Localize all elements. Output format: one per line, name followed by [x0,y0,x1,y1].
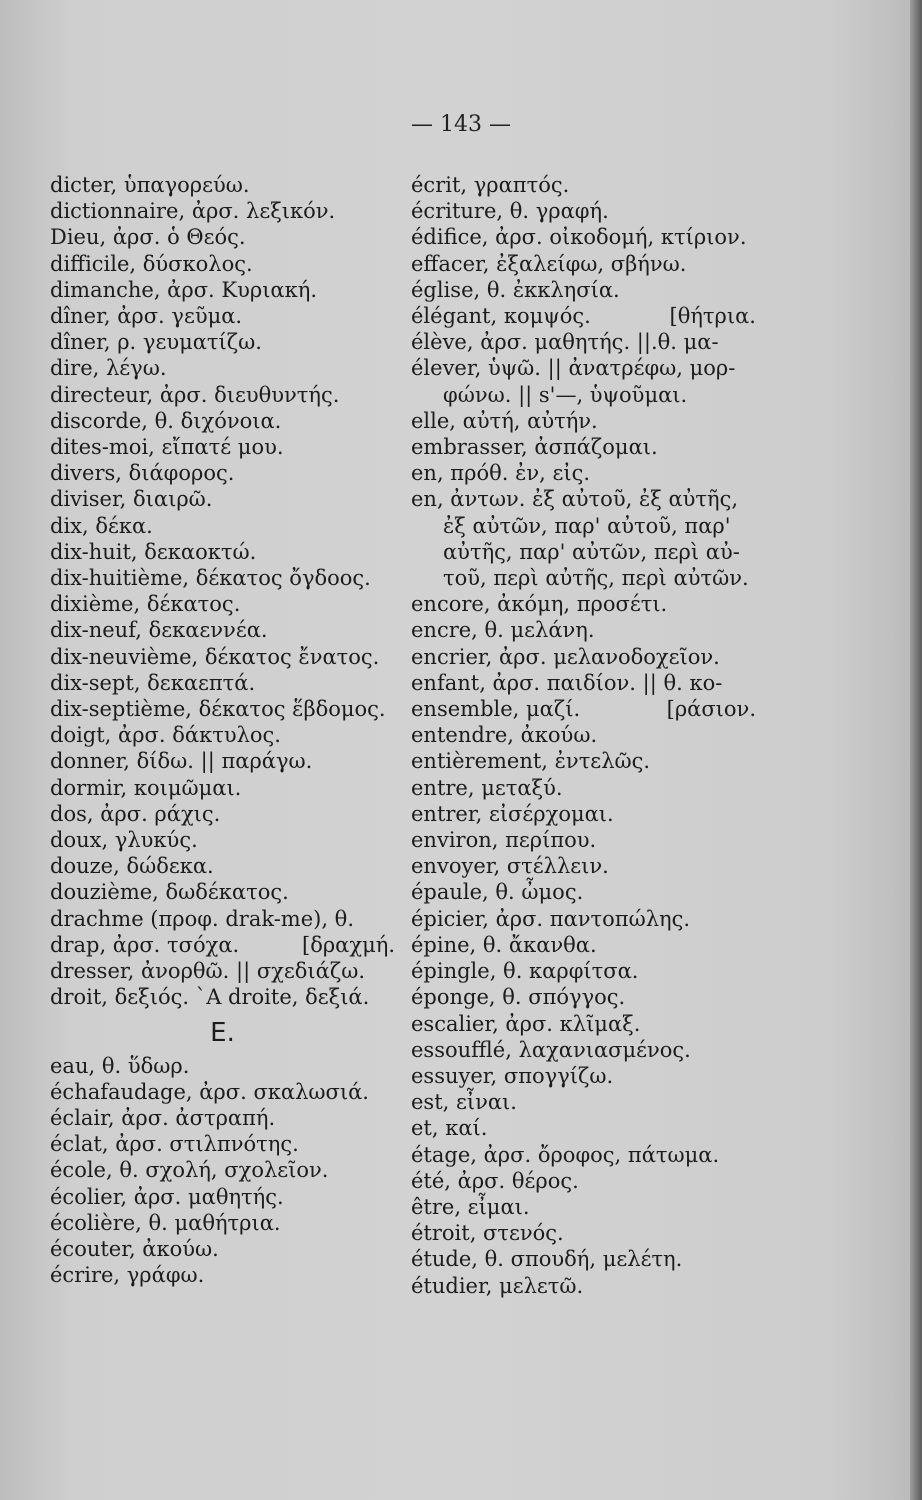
dictionary-entry: dresser, ἀνορθῶ. || σχεδιάζω. [50,959,366,984]
dictionary-entry: écouter, ἀκούω. [50,1236,219,1261]
dictionary-entry: étage, ἀρσ. ὄροφος, πάτωμα. [411,1142,720,1167]
dictionary-entry: écolier, ἀρσ. μαθητής. [50,1184,284,1209]
section-letter-e: E. [210,1017,235,1048]
dictionary-entry: épine, θ. ἄκανθα. [411,932,597,957]
entries-d [50,172,395,932]
dictionary-entry: été, ἀρσ. θέρος. [411,1168,579,1193]
dictionary-entry: dixième, δέκατος. [50,592,241,617]
dictionary-entry: édifice, ἀρσ. οἰκοδομή, κτίριον. [411,225,747,250]
dictionary-entry: ἐξ αὐτῶν, παρ' αὐτοῦ, παρ' [443,513,731,538]
dictionary-entry: échafaudage, ἀρσ. σκαλωσιά. [50,1079,369,1104]
dictionary-entry: étroit, στενός. [411,1221,564,1246]
dictionary-entry: douze, δώδεκα. [50,854,214,879]
dictionary-entry: dix, δέκα. [50,513,153,538]
dictionary-entry: encore, ἀκόμη, προσέτι. [411,592,668,617]
dictionary-entry: éponge, θ. σπόγγος. [411,985,626,1010]
dictionary-entry: encrier, ἀρσ. μελανοδοχεῖον. [411,644,720,669]
dictionary-entry: étude, θ. σπουδή, μελέτη. [411,1247,683,1272]
dictionary-entry: écriture, θ. γραφή. [411,199,609,224]
dictionary-entry: en, πρόθ. ἐν, εἰς. [411,461,591,486]
dictionary-entry: écrit, γραπτός. [411,173,570,197]
dictionary-entry: dix-neuf, δεκαεννέα. [50,618,268,643]
entry-drap: drap, ἀρσ. τσόχα. [50,932,240,957]
dictionary-entry [50,932,395,958]
dictionary-entry: écolière, θ. μαθήτρια. [50,1210,281,1235]
dictionary-entry: doigt, ἀρσ. δάκτυλος. [50,723,281,748]
entries-block-5 [411,722,756,1298]
dictionary-entry: αὐτῆς, παρ' αὐτῶν, περὶ αὐ- [443,539,740,564]
right-column [411,172,756,1299]
entries-block-3-indented [411,513,756,592]
page-number: — 143 — [411,112,511,137]
dictionary-entry: essoufflé, λαχανιασμένος. [411,1037,691,1062]
dictionary-entry: entrer, εἰσέρχομαι. [411,801,614,826]
dictionary-entry: en, ἀντων. ἐξ αὐτοῦ, ἐξ αὐτῆς, [411,487,739,512]
dictionary-entry: discorde, θ. διχόνοια. [50,408,282,433]
dictionary-entry: entre, μεταξύ. [411,775,563,800]
dictionary-entry: éclat, ἀρσ. στιλπνότης. [50,1132,299,1157]
dictionary-entry: escalier, ἀρσ. κλῖμαξ. [411,1011,641,1036]
dictionary-entry: diviser, διαιρῶ. [50,487,213,512]
dictionary-entry [411,303,756,329]
dictionary-entry: épaule, θ. ὦμος. [411,880,584,905]
dictionary-entry: τοῦ, περὶ αὐτῆς, περὶ αὐτῶν. [443,566,749,591]
dictionary-entry: et, καί. [411,1116,488,1141]
entry-continuation: [ράσιον. [666,697,756,722]
dictionary-entry: dîner, ρ. γευματίζω. [50,330,262,355]
dictionary-entry: dîner, ἀρσ. γεῦμα. [50,304,243,329]
dictionary-entry: dix-huit, δεκαοκτώ. [50,539,257,564]
dictionary-entry: entendre, ἀκούω. [411,723,598,748]
dictionary-entry: donner, δίδω. || παράγω. [50,749,313,774]
dictionary-entry: divers, διάφορος. [50,461,235,486]
dictionary-entry: droit, δεξιός. `A droite, δεξιά. [50,985,370,1010]
dictionary-entry: élever, ὑψῶ. || ἀνατρέφω, μορ- [411,356,736,381]
dictionary-entry: Dieu, ἀρσ. ὁ Θεός. [50,225,246,250]
entries-e [50,1053,395,1289]
left-column [50,172,395,1288]
dictionary-entry: école, θ. σχολή, σχολεῖον. [50,1158,329,1183]
dictionary-entry: drachme (προφ. drak-me), θ. [50,906,354,931]
dictionary-entry: enfant, ἀρσ. παιδίον. || θ. κο- [411,670,723,695]
dictionary-entry: étudier, μελετῶ. [411,1273,584,1298]
dictionary-entry: dix-sept, δεκαεπτά. [50,670,256,695]
dictionary-entry: douzième, δωδέκατος. [50,880,289,905]
dictionary-entry: dos, ἀρσ. ράχις. [50,801,221,826]
entries-block-1 [411,172,756,303]
dictionary-entry: environ, περίπου. [411,828,597,853]
entry-continuation: [θήτρια. [669,304,756,329]
dictionary-entry: dix-septième, δέκατος ἕβδομος. [50,697,386,722]
dictionary-entry: envoyer, στέλλειν. [411,854,609,879]
dictionary-entry: φώνω. || s'—, ὑψοῦμαι. [443,382,688,407]
entries-block-2 [411,329,756,381]
dictionary-entry: épingle, θ. καρφίτσα. [411,959,639,984]
dictionary-entry: dire, λέγω. [50,356,167,381]
dictionary-entry: directeur, ἀρσ. διευθυντής. [50,382,340,407]
dictionary-entry: encre, θ. μελάνη. [411,618,595,643]
dictionary-entry: dimanche, ἀρσ. Κυριακή. [50,277,317,302]
dictionary-entry: dix-huitième, δέκατος ὄγδοος. [50,566,371,591]
dictionary-entry: épicier, ἀρσ. παντοπώλης. [411,906,691,931]
dictionary-entry: elle, αὐτή, αὐτήν. [411,408,598,433]
dictionary-entry: dites-moi, εἴπατέ μου. [50,435,284,460]
dictionary-entry: dix-neuvième, δέκατος ἔνατος. [50,644,380,669]
dictionary-entry: dormir, κοιμῶμαι. [50,775,242,800]
dictionary-entry: dictionnaire, ἀρσ. λεξικόν. [50,199,336,224]
page-edge-shadow [910,0,922,1500]
dictionary-entry: effacer, ἐξαλείφω, σβήνω. [411,251,687,276]
dictionary-entry: écrire, γράφω. [50,1263,205,1288]
entries-d-continued [50,958,395,1010]
dictionary-entry [411,696,756,722]
dictionary-entry: élève, ἀρσ. μαθητής. ||.θ. μα- [411,330,719,355]
dictionary-entry: est, εἶναι. [411,1090,517,1115]
dictionary-entry: être, εἶμαι. [411,1194,530,1219]
dictionary-entry: église, θ. ἐκκλησία. [411,277,620,302]
dictionary-entry: entièrement, ἐντελῶς. [411,749,651,774]
dictionary-entry: eau, θ. ὕδωρ. [50,1053,190,1078]
entries-block-2-indented [411,382,756,408]
dictionary-entry: éclair, ἀρσ. ἀστραπή. [50,1105,276,1130]
entry-elegant: élégant, κομψός. [411,304,591,329]
dictionary-entry: embrasser, ἀσπάζομαι. [411,435,658,460]
entry-ensemble: ensemble, μαζί. [411,697,581,722]
dictionary-entry: dicter, ὑπαγορεύω. [50,173,250,197]
dictionary-entry: essuyer, σπογγίζω. [411,1063,614,1088]
entries-block-4 [411,591,756,696]
entry-continuation: [δραχμή. [302,932,395,957]
entries-block-3 [411,408,756,513]
dictionary-entry: doux, γλυκύς. [50,828,198,853]
dictionary-entry: difficile, δύσκολος. [50,251,253,276]
